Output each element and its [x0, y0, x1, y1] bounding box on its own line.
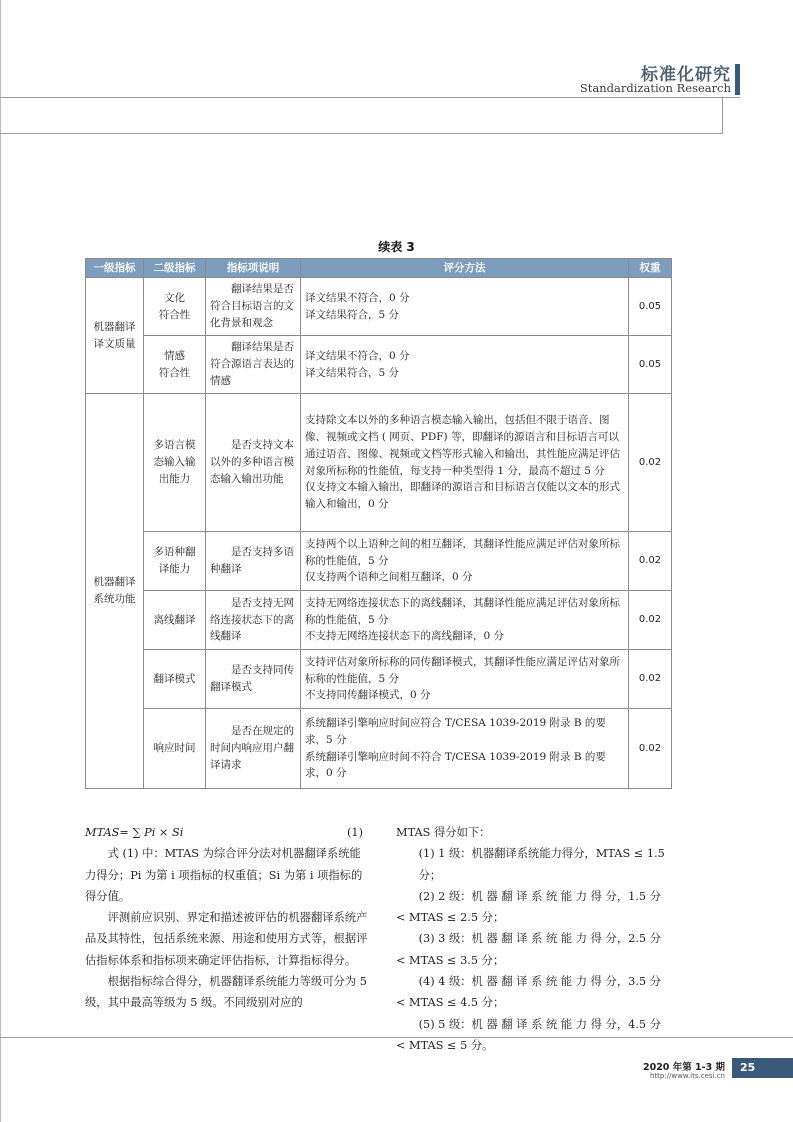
method-cell: 译文结果不符合，0 分 译文结果符合，5 分: [301, 336, 629, 394]
level-item: (1) 1 级：机器翻译系统能力得分，MTAS ≤ 1.5 分；: [418, 847, 665, 882]
table-row: [86, 591, 672, 650]
level-item: (4) 4 级：机 器 翻 译 系 统 能 力 得 分，3.5 分: [418, 975, 661, 989]
paragraph: 式 (1) 中：MTAS 为综合评分法对机器翻译系统能力得分；Pi 为第 i 项指标的权重值；Si 为第 i 项指标的得分值。: [85, 847, 363, 903]
table-row: [86, 532, 672, 591]
paragraph: 根据指标综合得分，机器翻译系统能力等级可分为 5 级，其中最高等级为 5 级。不同级别对应的: [85, 975, 367, 1010]
level-item-cont: < MTAS ≤ 2.5 分；: [396, 911, 505, 925]
method-cell: 系统翻译引擎响应时间应符合 T/CESA 1039-2019 附录 B 的要求，5 分 系统翻译引擎响应时间不符合 T/CESA 1039-2019 附录 B 的要求，0 分: [301, 709, 629, 789]
secondary-indicator-cell: 文化 符合性: [144, 278, 206, 336]
left-page-edge: [0, 0, 1, 1122]
table-row: [86, 336, 672, 394]
secondary-indicator-cell: 响应时间: [144, 709, 206, 789]
secondary-indicator-cell: 多语言模 态输入输 出能力: [144, 394, 206, 532]
formula: MTAS= ∑ Pi × Si: [85, 826, 184, 839]
footer-rule: [0, 1037, 793, 1038]
description-cell: 翻译结果是否符合目标语言的文化背景和观念: [206, 278, 301, 336]
weight-cell: 0.05: [629, 336, 672, 394]
table-row: [86, 394, 672, 532]
journal-title-cn: 标准化研究: [641, 65, 731, 85]
issue-label: 2020 年第 1-3 期: [642, 1062, 725, 1073]
description-cell: 是否支持多语种翻译: [206, 532, 301, 591]
right-column: [396, 822, 686, 1056]
formula-number: (1): [346, 826, 363, 839]
frame-rule-top: [0, 133, 722, 134]
page-number: 25: [732, 1058, 793, 1078]
header-rule: [0, 97, 740, 98]
table-row: [86, 709, 672, 789]
weight-cell: 0.02: [629, 532, 672, 591]
weight-cell: 0.02: [629, 709, 672, 789]
description-cell: 是否支持同传翻译模式: [206, 650, 301, 709]
formula-line: [85, 822, 369, 843]
table-row: [86, 650, 672, 709]
indicator-table: [85, 258, 672, 789]
col-header: 二级指标: [144, 259, 206, 278]
col-header: 评分方法: [301, 259, 629, 278]
method-cell: 译文结果不符合，0 分 译文结果符合，5 分: [301, 278, 629, 336]
level-item: (2) 2 级：机 器 翻 译 系 统 能 力 得 分，1.5 分: [418, 889, 661, 903]
table-row: [86, 278, 672, 336]
method-cell: 支持无网络连接状态下的离线翻译，其翻译性能应满足评估对象所标称的性能值，5 分 不支持无网络连接状态下的离线翻译，0 分: [301, 591, 629, 650]
method-cell: 支持评估对象所标称的同传翻译模式，其翻译性能应满足评估对象所标称的性能值，5 分 不支持同传翻译模式，0 分: [301, 650, 629, 709]
col-header: 一级指标: [86, 259, 144, 278]
description-cell: 是否支持文本以外的多种语言模态输入输出功能: [206, 394, 301, 532]
description-cell: 是否在规定的时间内响应用户翻译请求: [206, 709, 301, 789]
level-item: (3) 3 级：机 器 翻 译 系 统 能 力 得 分，2.5 分: [418, 932, 661, 946]
level-item-cont: < MTAS ≤ 5 分。: [396, 1038, 494, 1052]
level-item-cont: < MTAS ≤ 4.5 分；: [396, 996, 505, 1010]
weight-cell: 0.02: [629, 591, 672, 650]
description-cell: 是否支持无网络连接状态下的离线翻译: [206, 591, 301, 650]
primary-indicator-cell: 机器翻译系统功能: [86, 394, 144, 789]
secondary-indicator-cell: 离线翻译: [144, 591, 206, 650]
footer-url: http://www.its.cesi.cn: [649, 1072, 725, 1080]
header-accent-bar: [735, 64, 740, 95]
weight-cell: 0.05: [629, 278, 672, 336]
level-item: (5) 5 级：机 器 翻 译 系 统 能 力 得 分，4.5 分: [418, 1017, 661, 1031]
method-cell: 支持两个以上语种之间的相互翻译，其翻译性能应满足评估对象所标称的性能值，5 分 仅支持两个语种之间相互翻译，0 分: [301, 532, 629, 591]
method-cell: 支持除文本以外的多种语言模态输入输出，包括但不限于语音、图像、视频或文档 ( 网页、PDF) 等，即翻译的源语言和目标语言可以通过语音、图像、视频或文档等形式输入和输出，其性能应满足评估对象所标称的性能值，每支持一种类型得 1 分，最高不超过 5 分 仅支持文本输入输出，即翻译的源语言和目标语言仅能以文本的形式输入和输出，0 分: [301, 394, 629, 532]
col-header: 权重: [629, 259, 672, 278]
paragraph: MTAS 得分如下：: [396, 826, 491, 839]
weight-cell: 0.02: [629, 650, 672, 709]
frame-rule-right: [722, 98, 723, 134]
secondary-indicator-cell: 多语种翻 译能力: [144, 532, 206, 591]
col-header: 指标项说明: [206, 259, 301, 278]
primary-indicator-cell: 机器翻译译文质量: [86, 278, 144, 394]
level-item-cont: < MTAS ≤ 3.5 分；: [396, 953, 505, 967]
table-caption: 续表 3: [378, 240, 415, 254]
weight-cell: 0.02: [629, 394, 672, 532]
left-column: [85, 822, 369, 1014]
secondary-indicator-cell: 情感 符合性: [144, 336, 206, 394]
table-header-row: [86, 259, 672, 278]
secondary-indicator-cell: 翻译模式: [144, 650, 206, 709]
paragraph: 评测前应识别、界定和描述被评估的机器翻译系统产品及其特性，包括系统来源、用途和使用方式等，根据评估指标体系和指标项来确定评估指标，计算指标得分。: [85, 911, 368, 967]
journal-title-en: Standardization Research: [579, 81, 731, 95]
description-cell: 翻译结果是否符合源语言表达的情感: [206, 336, 301, 394]
